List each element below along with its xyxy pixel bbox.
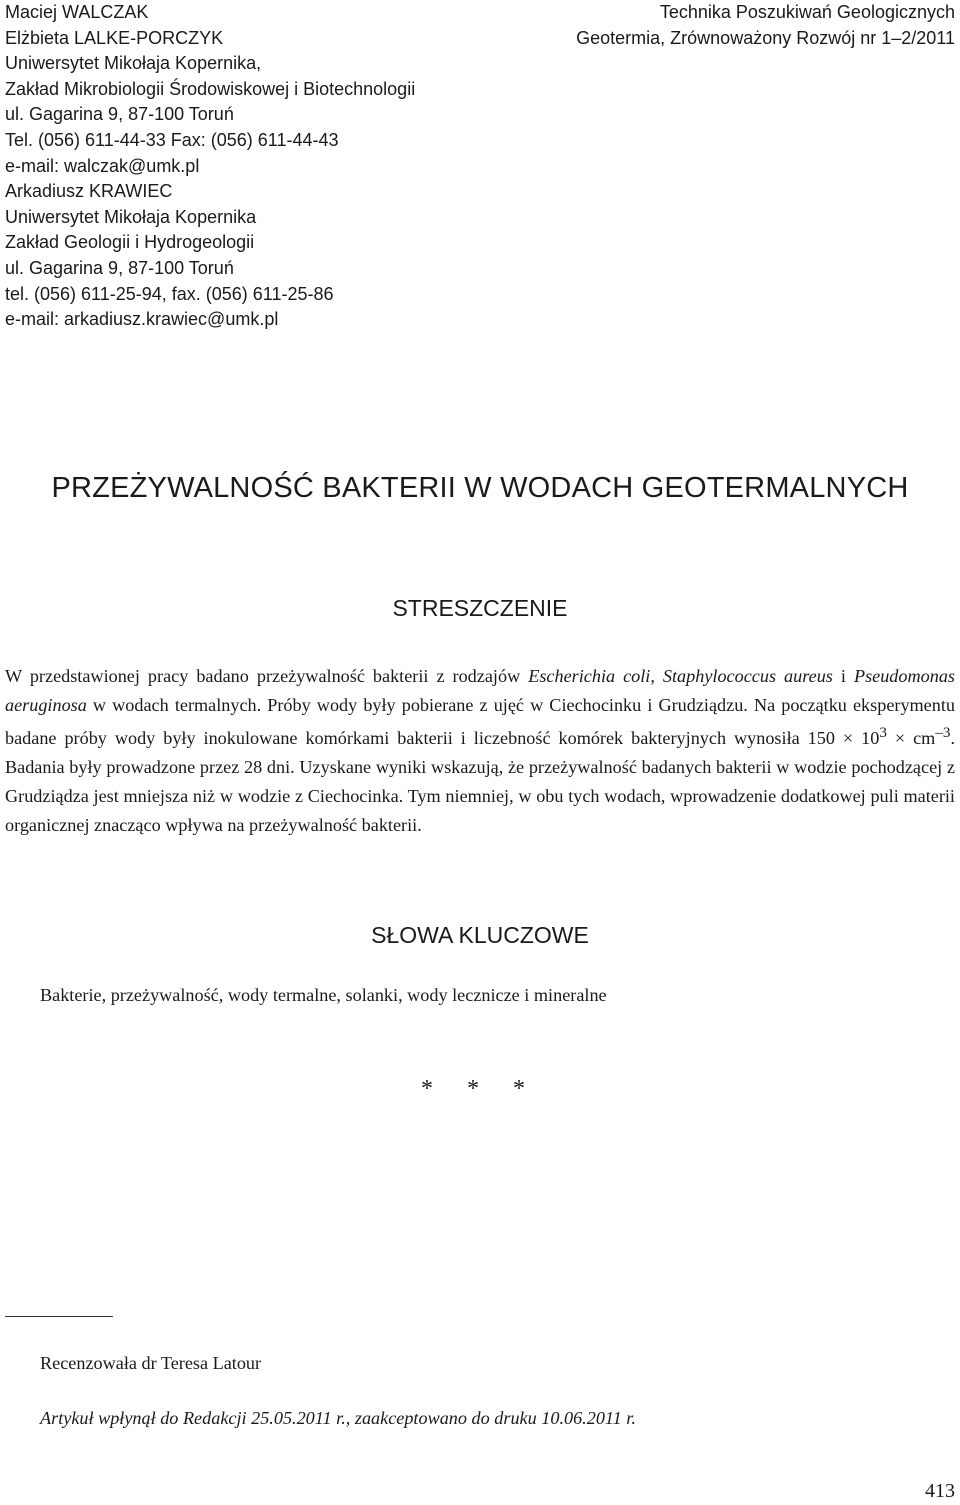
keywords-text: Bakterie, przeżywalność, wody termalne, solanki, wody lecznicze i mineralne: [40, 985, 607, 1005]
affiliation-university: Uniwersytet Mikołaja Kopernika,: [5, 53, 262, 74]
keywords-heading: SŁOWA KLUCZOWE: [371, 922, 589, 948]
author-name: Arkadiusz KRAWIEC: [5, 181, 173, 202]
affiliation-address: ul. Gagarina 9, 87-100 Toruń: [5, 104, 234, 125]
submission-dates: Artykuł wpłynął do Redakcji 25.05.2011 r., zaakceptowano do druku 10.06.2011 r.: [40, 1408, 636, 1428]
affiliation-phone: Tel. (056) 611-44-33 Fax: (056) 611-44-43: [5, 129, 339, 150]
journal-issue: Geotermia, Zrównoważony Rozwój nr 1–2/2011: [576, 27, 955, 48]
species-name: Pseudomonas aeruginosa: [5, 666, 955, 715]
affiliation-address: ul. Gagarina 9, 87-100 Toruń: [5, 257, 234, 278]
exponent: –3: [935, 724, 951, 742]
author-affiliations: [5, 0, 525, 333]
page-number: 413: [925, 1480, 955, 1502]
reviewer-note: Recenzowała dr Teresa Latour: [40, 1353, 262, 1373]
affiliation-department: Zakład Geologii i Hydrogeologii: [5, 232, 255, 253]
exponent: 3: [879, 724, 887, 742]
affiliation-email: e-mail: arkadiusz.krawiec@umk.pl: [5, 309, 279, 330]
affiliation-university: Uniwersytet Mikołaja Kopernika: [5, 206, 257, 227]
journal-header: [576, 0, 955, 51]
author-name: Maciej WALCZAK: [5, 2, 149, 22]
species-names: Escherichia coli, Staphylococcus aureus: [528, 666, 833, 686]
journal-title: Technika Poszukiwań Geologicznych: [659, 2, 955, 22]
affiliation-email: e-mail: walczak@umk.pl: [5, 155, 200, 176]
affiliation-department: Zakład Mikrobiologii Środowiskowej i Biotechnologii: [5, 78, 416, 99]
footnote-rule: [5, 1316, 113, 1317]
section-separator: * * *: [421, 1076, 539, 1102]
affiliation-phone: tel. (056) 611-25-94, fax. (056) 611-25-86: [5, 283, 334, 304]
abstract-paragraph: W przedstawionej pracy badano przeżywalność bakterii z rodzajów Escherichia coli, Staphylococcus aureus i Pseudomonas aeruginosa w wodach termalnych. Próby wody były pobierane z ujęć w Ciechocinku i Grudziądzu. Na początku eksperymentu badane próby wody były inokulowane komórkami bakterii i liczebność komórek bakteryjnych wynosiła $150 \times 10^3 \times cm^{-3}$. Badania były prowadzone przez 28 dni. Uzyskane wyniki wskazują, że przeżywalność badanych bakterii w wodzie pochodzącej z Grudziądza jest mniejsza niż w wodzie z Ciechocinka. Tym niemniej, w obu tych wodach, wprowadzenie dodatkowej puli materii organicznej znacząco wpływa na przeżywalność bakterii.: [5, 666, 955, 835]
abstract-text: [5, 662, 955, 839]
abstract-heading: STRESZCZENIE: [392, 595, 568, 621]
paper-title: PRZEŻYWALNOŚĆ BAKTERII W WODACH GEOTERMALNYCH: [51, 472, 909, 504]
author-name: Elżbieta LALKE-PORCZYK: [5, 27, 224, 48]
